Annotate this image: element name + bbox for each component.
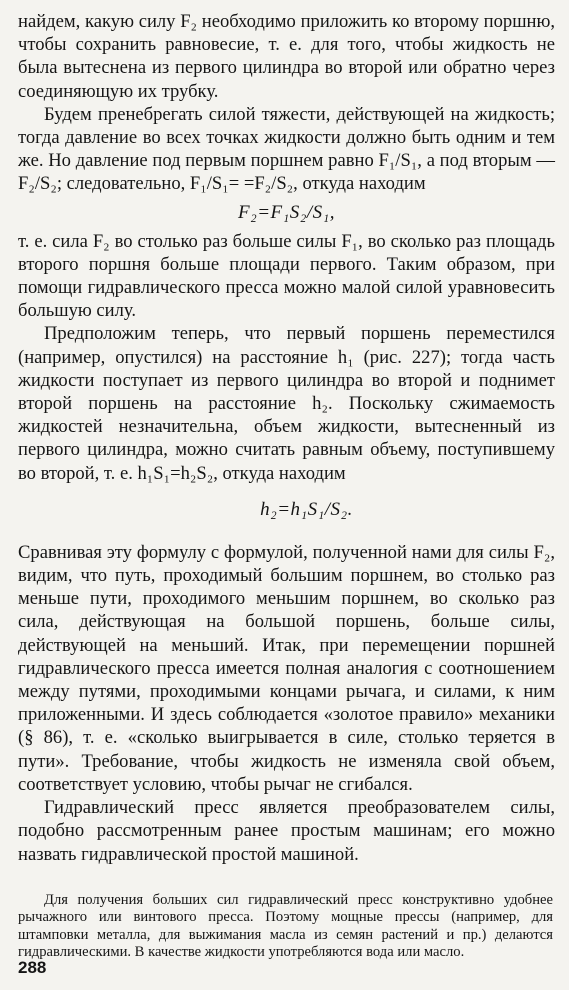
paragraph-4: Предположим теперь, что первый поршень переместился (например, опустился) на расстояние h₁ (рис. 227); тогда часть жидкости поступает из первого цилиндра во второй и поднимет второй поршень на расстояние h₂. Поскольку сжимаемость жидкостей незначительна, объем жидкости, вытесненный из первого цилиндра, можно считать равным объему, поступившему во второй, т. е. h₁S₁=h₂S₂, откуда находим xyxy=(18,323,555,484)
footnote-small-print: Для получения больших сил гидравлический пресс конструктивно удобнее рычажного или винтового пресса. Поэтому мощные прессы (например, для штамповки металла, для выжимания масла из семян растений и пр.) делаются гидравлическими. В качестве жидкости употребляются вода или масло. xyxy=(18,891,553,960)
formula-distance: h₂=h₁S₁/S₂. xyxy=(260,498,353,520)
paragraph-5: Сравнивая эту формулу с формулой, полученной нами для силы F₂, видим, что путь, проходимый большим поршнем, во столько раз меньше пути, проходимого меньшим поршнем, во сколько раз сила, действующая на большой поршень, больше силы, действующей на меньший. Итак, при перемещении поршней гидравлического пресса имеется полная аналогия с соотношением между путями, проходимыми концами рычага, и силами, к ним приложенными. И здесь соблюдается «золотое правило» механики (§ 86), т. е. «сколько выигрывается в силе, столько теряется в пути». Требование, чтобы жидкость не изменяла свой объем, соответствует условию, чтобы рычаг не сгибался. xyxy=(18,541,555,795)
paragraph-6: Гидравлический пресс является преобразователем силы, подобно рассмотренным ранее простым машинам; его можно назвать гидравлической простой машиной. xyxy=(18,797,555,865)
paragraph-1: найдем, какую силу F₂ необходимо приложить ко второму поршню, чтобы сохранить равновесие, т. е. для того, чтобы жидкость не была вытеснена из первого цилиндра во второй или обратно через соединяющую их трубку. xyxy=(18,11,555,102)
paragraph-3: т. е. сила F₂ во столько раз больше силы F₁, во сколько раз площадь второго поршня больше площади первого. Таким образом, при помощи гидравлического пресса можно малой силой уравновесить большую силу. xyxy=(18,230,555,322)
page-number: 288 xyxy=(18,958,47,977)
formula-force: F₂=F₁S₂/S₁, xyxy=(238,201,335,223)
paragraph-2: Будем пренебрегать силой тяжести, действующей на жидкость; тогда давление во всех точках жидкости должно быть одним и тем же. Но давление под первым поршнем равно F₁/S₁, а под вторым — F₂/S₂; следовательно, F₁/S₁= =F₂/S₂, откуда находим xyxy=(18,103,555,195)
